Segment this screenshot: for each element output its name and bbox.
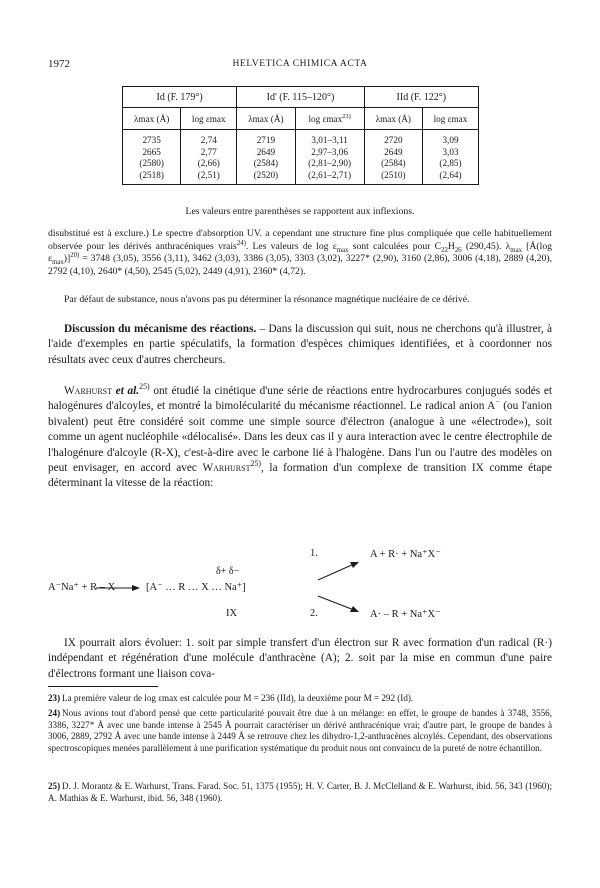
uv-data-table: [122, 86, 479, 185]
arrowhead: [132, 585, 140, 591]
table-cell: (2520): [237, 170, 295, 185]
partial-charges: δ+ δ−: [216, 566, 240, 577]
paragraph-evolution: IX pourrait alors évoluer: 1. soit par simple transfert d'un électron sur R avec formation d'un radical (R·) indépendant et régénération d'une molécule d'anthracène (A); 2. soit par la mise en commun d'une paire d'électrons formant une liaison cova-: [48, 637, 552, 680]
table-cell: (2,51): [181, 170, 237, 185]
table-cell: (2,61–2,71): [295, 170, 364, 185]
section-heading: Discussion du mécanisme des réactions.: [64, 323, 257, 335]
table-row: [123, 170, 479, 185]
col-header-loge: log εmax$^{23)}$: [295, 108, 364, 130]
complex-label: IX: [226, 608, 238, 619]
paragraph-discussion: Discussion du mécanisme des réactions. – Dans la discussion qui suit, nous ne cherchons qu'à illustrer, à l'aide d'exemples en partie spéculatifs, la formation d'espèces chimiques identifiées, et à coordonner nos résultats avec ceux d'autres chercheurs.: [48, 323, 553, 366]
table-cell: (2,66): [181, 158, 237, 170]
table-cell: 2719: [237, 130, 295, 147]
table-cell: 2,97–3,06: [295, 147, 364, 159]
arrow-path-2: [318, 596, 354, 610]
path-1-number: 1.: [310, 548, 318, 559]
path-2-number: 2.: [310, 608, 318, 619]
footnote-23: 23) La première valeur de log εmax est calculée pour M = 236 (IId), la deuxième pour M = 292 (Id).: [48, 693, 414, 703]
reactants: A⁻Na⁺ + R – X: [48, 582, 116, 593]
table-row: [123, 147, 479, 159]
table-cell: 2,77: [181, 147, 237, 159]
footnote-ref: 23): [342, 112, 351, 120]
col-header-lambda: λmax (Å): [364, 108, 422, 130]
table-group-header: IId (F. 122°): [364, 87, 478, 108]
table-caption: Les valeurs entre parenthèses se rapportent aux inflexions.: [185, 206, 415, 217]
table-cell: 2735: [123, 130, 181, 147]
table-cell: (2510): [364, 170, 422, 185]
table-cell: (2,81–2,90): [295, 158, 364, 170]
table-cell: 2,74: [181, 130, 237, 147]
table-cell: 3,03: [422, 147, 478, 159]
table-cell: 2649: [364, 147, 422, 159]
running-header: [48, 58, 552, 72]
col-header-lambda: λmax (Å): [237, 108, 295, 130]
table-cell: 2649: [237, 147, 295, 159]
reaction-arrows: [48, 548, 552, 626]
reaction-scheme: [48, 548, 552, 626]
table-group-header: Id' (F. 115–120°): [237, 87, 364, 108]
col-header-lambda: λmax (Å): [123, 108, 181, 130]
footnote-ref: 25): [250, 459, 262, 469]
journal-title: HELVETICA CHIMICA ACTA: [232, 59, 368, 69]
footnote-ref: 20): [70, 251, 80, 259]
table-cell: 3,01–3,11: [295, 130, 364, 147]
table-cell: 2665: [123, 147, 181, 159]
footnote-rule: [48, 686, 158, 687]
table-cell: (2,85): [422, 158, 478, 170]
table-row: [123, 158, 479, 170]
paragraph-warhurst: Warhurst et al.$^{25)}$ ont étudié la cinétique d'une série de réactions entre hydrocarbures conjugués sodés et halogénures d'alcoyles, et montré la bimolécularité du mécanisme réactionnel. Le radical anion A− (ou l'anion bivalent) peut être considéré soit comme une simple source d'électron (analogue à une «électrode»), soit comme un agent nucléophile «délocalisé». Dans les deux cas il y aura interaction avec le centre électrophile de l'halogénure d'alcoyle (R-X), c'est-à-dire avec le carbone lié à l'halogène. Dans l'un ou l'autre des modèles on peut envisager, en accord avec Warhurst$^{25)}$, la formation d'un complexe de transition IX comme étape déterminant la vitesse de la réaction:: [48, 382, 553, 490]
path-1-products: A + R· + Na⁺X⁻: [370, 549, 441, 560]
table-cell: (2584): [237, 158, 295, 170]
footnote-ref: 24): [236, 239, 246, 247]
page-number: 1972: [48, 58, 70, 70]
paragraph-nmr-note: Par défaut de substance, nous n'avons pas pu déterminer la résonance magnétique nucléaire de ce dérivé.: [64, 294, 470, 305]
table-cell: (2,64): [422, 170, 478, 185]
arrow-path-1: [318, 564, 354, 580]
footnote-24: 24) Nous avions tout d'abord pensé que cette particularité pouvait être due à un mélange: en effet, le groupe de bandes à 3748, 3556, 3386, 3227* Å avec une bande intense à 2545 Å pourrait caractériser un dérivé anthracénique vrai; d'autre part, le groupe de bandes à 3006, 2889, 2792 Å avec une bande intense à 2449 Å se retrouve chez les dihydro-1,2-anthracènes alcoylés. Cependant, des observations spectroscopiques menées parallèlement à une purification systématique du produit nous ont convaincu de la pureté de notre échantillon.: [48, 708, 552, 753]
transition-complex: [A⁻ … R … X … Na⁺]: [146, 582, 246, 593]
footnote-ref: 25): [139, 382, 150, 392]
table-cell: (2518): [123, 170, 181, 185]
footnote-25: 25) D. J. Morantz & E. Warhurst, Trans. Farad. Soc. 51, 1375 (1955); H. V. Carter, B. J. McClelland & E. Warhurst, ibid. 56, 343 (1960); A. Mathias & E. Warhurst, ibid. 56, 348 (1960).: [48, 781, 552, 803]
table-row: [123, 130, 479, 147]
paragraph-uv-spectrum: disubstitué est à exclure.) Le spectre d'absorption UV. a cependant une structure fine plus compliquée que celle habituellement observée pour les dérivés anthracéniques vrais$^{24)}$. Les valeurs de $\log \varepsilon_{max}$ sont calculées pour $C_{22}H_{26}$ (290,45). $\lambda_{max}$ [Å(log $\varepsilon_{max})]^{20)} = 3748$ (3,05), 3556 (3,11), 3462 (3,03), 3386 (3,05), 3303 (3,02), 3227* (2,90), 3160 (2,86), 3006 (4,18), 2889 (4,20), 2792 (4,10), 2640* (4,50), 2545 (5,02), 2449 (4,91), 2360* (4,72).: [48, 228, 553, 277]
table-group-header: Id (F. 179°): [123, 87, 237, 108]
path-2-products: A· – R + Na⁺X⁻: [370, 609, 441, 620]
col-header-loge: log εmax: [181, 108, 237, 130]
table-cell: 3,09: [422, 130, 478, 147]
col-header-loge: log εmax: [422, 108, 478, 130]
table-cell: 2720: [364, 130, 422, 147]
table-cell: (2584): [364, 158, 422, 170]
table-cell: (2580): [123, 158, 181, 170]
